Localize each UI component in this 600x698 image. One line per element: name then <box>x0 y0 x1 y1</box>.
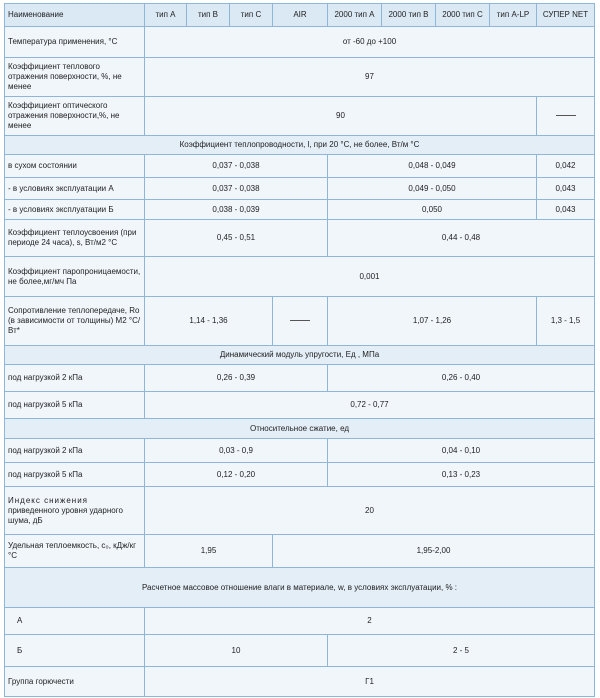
row-value-empty <box>537 97 595 136</box>
row-heat-capacity <box>5 535 595 568</box>
section-title: Динамический модуль упругости, Ед , МПа <box>5 346 595 365</box>
row-heat-absorption <box>5 220 595 257</box>
col-2000-b: 2000 тип В <box>382 4 436 27</box>
row-value: 90 <box>145 97 537 136</box>
col-type-alp: тип А-LP <box>490 4 537 27</box>
row-rel-5kpa <box>5 463 595 487</box>
row-value: 0,038 - 0,039 <box>145 200 328 220</box>
row-label <box>5 487 145 535</box>
row-value: 2 <box>145 608 595 635</box>
row-label: Группа горючести <box>5 667 145 697</box>
row-value: 0,03 - 0,9 <box>145 439 328 463</box>
col-name: Наименование <box>5 4 145 27</box>
dash-mark <box>556 115 576 116</box>
row-label: - в условиях эксплуатации Б <box>5 200 145 220</box>
row-value: 0,048 - 0,049 <box>328 155 537 178</box>
section-moisture <box>5 568 595 608</box>
row-label: - в условиях эксплуатации А <box>5 178 145 200</box>
row-label: Коэффициент оптического отражения поверхности,%, не менее <box>5 97 145 136</box>
row-label: А <box>5 608 145 635</box>
row-value-empty <box>273 297 328 346</box>
col-super-net: СУПЕР NET <box>537 4 595 27</box>
row-heat-reflection <box>5 58 595 97</box>
col-type-b: тип В <box>187 4 230 27</box>
row-value: 1,14 - 1,36 <box>145 297 273 346</box>
row-value: 0,043 <box>537 178 595 200</box>
row-dyn-2kpa <box>5 365 595 392</box>
row-label: Коэффициент теплоусвоения (при периоде 24 часа), s, Вт/м2 °С <box>5 220 145 257</box>
row-label: под нагрузкой 2 кПа <box>5 365 145 392</box>
row-value: 0,042 <box>537 155 595 178</box>
row-dyn-5kpa <box>5 392 595 419</box>
row-label: Б <box>5 635 145 667</box>
row-value: 0,037 - 0,038 <box>145 178 328 200</box>
section-conductivity <box>5 136 595 155</box>
row-value: 1,07 - 1,26 <box>328 297 537 346</box>
section-compression <box>5 419 595 439</box>
row-value: 20 <box>145 487 595 535</box>
row-label: под нагрузкой 2 кПа <box>5 439 145 463</box>
row-value: 0,44 - 0,48 <box>328 220 595 257</box>
row-label: Коэффициент паропроницаемости, не более,мг/мч Па <box>5 257 145 297</box>
row-resistance <box>5 297 595 346</box>
row-value: 0,049 - 0,050 <box>328 178 537 200</box>
col-type-a: тип А <box>145 4 187 27</box>
section-title: Относительное сжатие, ед <box>5 419 595 439</box>
row-optical-reflection <box>5 97 595 136</box>
row-value: 0,45 - 0,51 <box>145 220 328 257</box>
row-dry <box>5 155 595 178</box>
row-value: 0,001 <box>145 257 595 297</box>
row-cond-a <box>5 178 595 200</box>
spec-table <box>4 3 595 697</box>
row-value: 1,95-2,00 <box>273 535 595 568</box>
col-2000-c: 2000 тип С <box>436 4 490 27</box>
section-title: Расчетное массовое отношение влаги в материале, w, в условиях эксплуатации, % : <box>5 568 595 608</box>
row-value: 0,037 - 0,038 <box>145 155 328 178</box>
header-row <box>5 4 595 27</box>
row-cond-b <box>5 200 595 220</box>
row-label: Сопротивление теплопередаче, Ro (в зависимости от толщины) М2 °С/Вт* <box>5 297 145 346</box>
row-value: 0,12 - 0,20 <box>145 463 328 487</box>
row-value: 0,72 - 0,77 <box>145 392 595 419</box>
row-temp <box>5 27 595 58</box>
row-value: 10 <box>145 635 328 667</box>
row-value: 0,050 <box>328 200 537 220</box>
row-value: Г1 <box>145 667 595 697</box>
row-flammability <box>5 667 595 697</box>
row-label-line2: приведенного уровня ударного шума, дБ <box>8 505 123 525</box>
row-moisture-b <box>5 635 595 667</box>
row-label: Удельная теплоемкость, с₀, кДж/кг °С <box>5 535 145 568</box>
row-label: под нагрузкой 5 кПа <box>5 463 145 487</box>
row-label: Коэффициент теплового отражения поверхности, %, не менее <box>5 58 145 97</box>
row-label: Температура применения, °С <box>5 27 145 58</box>
row-value: от -60 до +100 <box>145 27 595 58</box>
row-moisture-a <box>5 608 595 635</box>
dash-mark <box>290 320 310 321</box>
row-label-line1: Индекс снижения <box>8 495 89 505</box>
row-value: 0,13 - 0,23 <box>328 463 595 487</box>
row-value: 0,26 - 0,40 <box>328 365 595 392</box>
row-value: 2 - 5 <box>328 635 595 667</box>
row-value: 0,043 <box>537 200 595 220</box>
section-dynamic <box>5 346 595 365</box>
col-air: AIR <box>273 4 328 27</box>
col-2000-a: 2000 тип А <box>328 4 382 27</box>
row-value: 1,95 <box>145 535 273 568</box>
row-noise <box>5 487 595 535</box>
row-value: 97 <box>145 58 595 97</box>
col-type-c: тип С <box>230 4 273 27</box>
row-label: в сухом состоянии <box>5 155 145 178</box>
row-value: 0,26 - 0,39 <box>145 365 328 392</box>
row-label: под нагрузкой 5 кПа <box>5 392 145 419</box>
row-value: 1,3 - 1,5 <box>537 297 595 346</box>
row-value: 0,04 - 0,10 <box>328 439 595 463</box>
section-title: Коэффициент теплопроводности, l, при 20 °С, не более, Вт/м °С <box>5 136 595 155</box>
row-vapor <box>5 257 595 297</box>
row-rel-2kpa <box>5 439 595 463</box>
